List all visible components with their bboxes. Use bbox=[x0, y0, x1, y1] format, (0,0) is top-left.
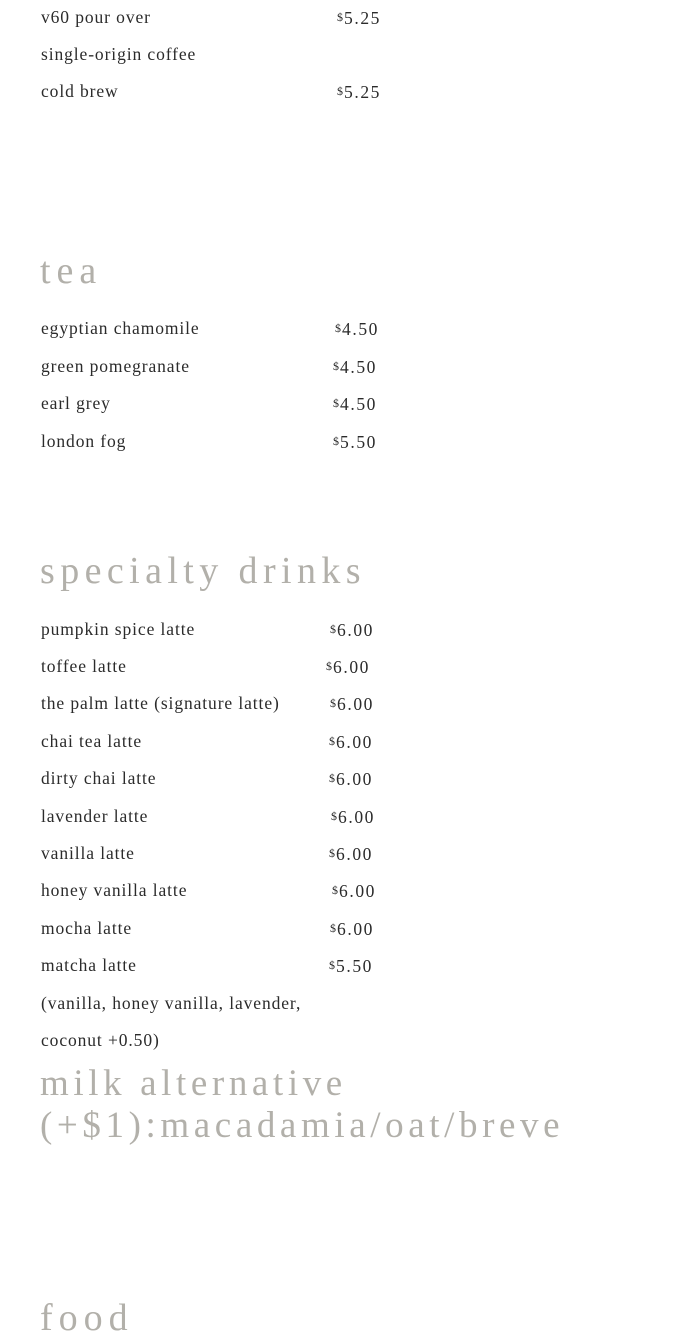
menu-item-name: toffee latte bbox=[41, 656, 127, 676]
menu-item-price: $6.00 bbox=[331, 807, 376, 827]
menu-item-name: single-origin coffee bbox=[41, 44, 197, 64]
menu-item-price: $4.50 bbox=[333, 357, 378, 377]
menu-item-price: $6.00 bbox=[330, 620, 375, 640]
menu-item-name: vanilla latte bbox=[41, 843, 135, 863]
menu-item-price: $6.00 bbox=[330, 919, 375, 939]
menu-item-name: dirty chai latte bbox=[41, 768, 157, 788]
menu-item-price: $4.50 bbox=[333, 394, 378, 414]
menu-item-name: honey vanilla latte bbox=[41, 880, 188, 900]
section-heading-specialty-drinks: specialty drinks bbox=[40, 550, 366, 592]
section-heading-milk-alternative bbox=[40, 1063, 564, 1147]
flavor-note-line: coconut +0.50) bbox=[41, 1030, 160, 1050]
menu-item-name: matcha latte bbox=[41, 955, 137, 975]
menu-item-price: $6.00 bbox=[332, 881, 377, 901]
milk-alternative-line2: (+$1):macadamia/oat/breve bbox=[40, 1105, 565, 1146]
menu-item-price: $4.50 bbox=[335, 319, 380, 339]
menu-item-name: earl grey bbox=[41, 393, 111, 413]
flavor-note-line: (vanilla, honey vanilla, lavender, bbox=[41, 993, 302, 1013]
menu-item-name: v60 pour over bbox=[41, 7, 151, 27]
menu-item-price: $5.25 bbox=[337, 8, 382, 28]
menu-item-price: $6.00 bbox=[329, 844, 374, 864]
menu-item-name: lavender latte bbox=[41, 806, 149, 826]
menu-item-name: the palm latte (signature latte) bbox=[41, 693, 280, 713]
menu-item-name: london fog bbox=[41, 431, 127, 451]
menu-item-name: egyptian chamomile bbox=[41, 318, 200, 338]
menu-item-price: $5.50 bbox=[333, 432, 378, 452]
menu-item-name: pumpkin spice latte bbox=[41, 619, 196, 639]
section-heading-tea: tea bbox=[40, 250, 103, 292]
menu-item-name: cold brew bbox=[41, 81, 119, 101]
menu-item-name: green pomegranate bbox=[41, 356, 190, 376]
section-heading-food: food bbox=[40, 1297, 134, 1339]
menu-item-name: mocha latte bbox=[41, 918, 133, 938]
menu-item-price: $5.50 bbox=[329, 956, 374, 976]
menu-item-price: $5.25 bbox=[337, 82, 382, 102]
menu-item-name: chai tea latte bbox=[41, 731, 143, 751]
menu-item-price: $6.00 bbox=[326, 657, 371, 677]
menu-item-price: $6.00 bbox=[329, 732, 374, 752]
menu-item-price: $6.00 bbox=[329, 769, 374, 789]
milk-alternative-line1: milk alternative bbox=[40, 1063, 347, 1104]
menu-item-price: $6.00 bbox=[330, 694, 375, 714]
